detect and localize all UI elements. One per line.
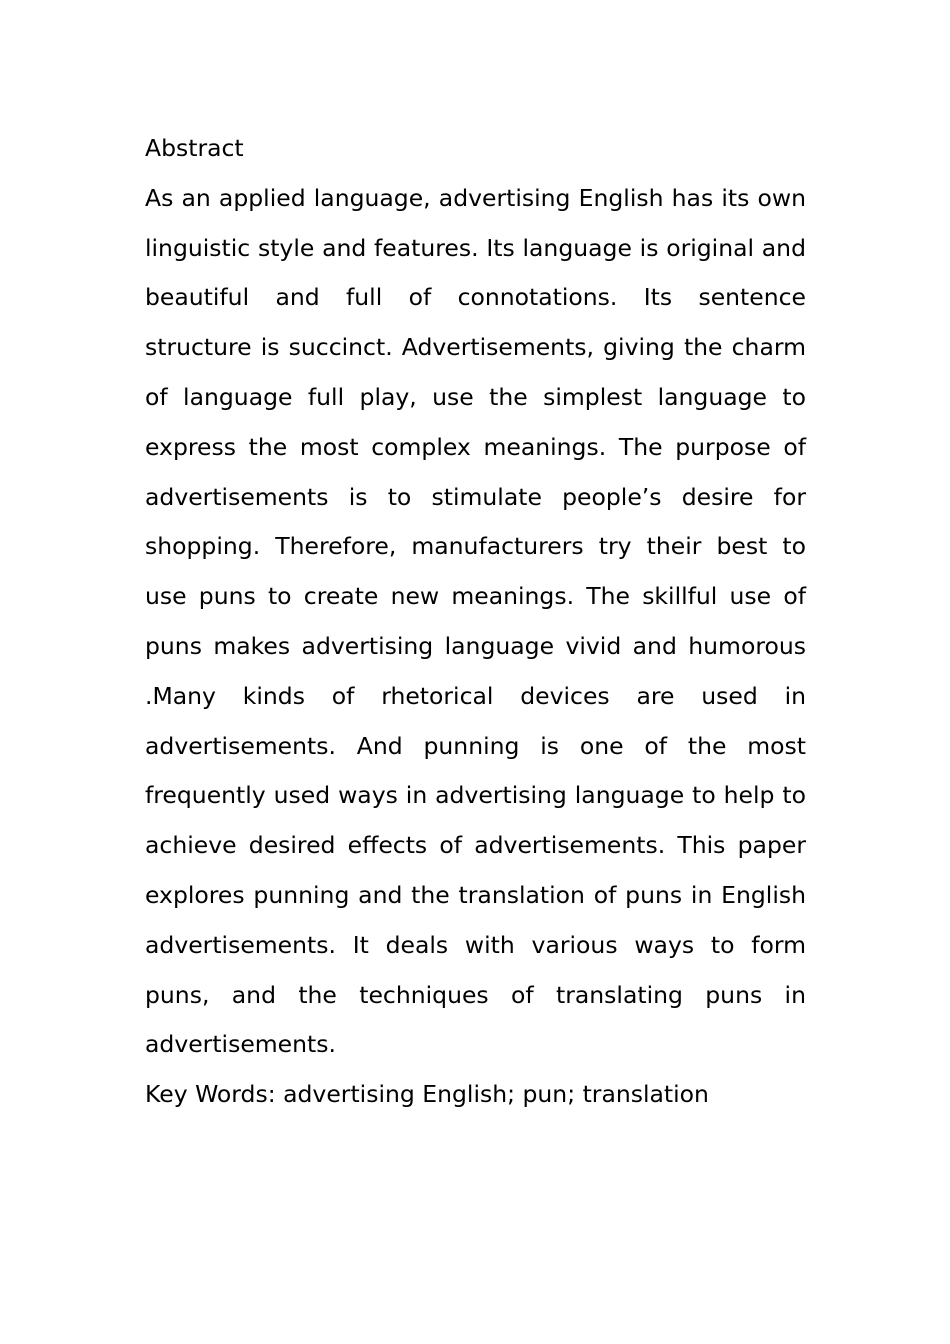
abstract-heading: Abstract: [145, 134, 244, 162]
abstract-body: As an applied language, advertising English has its own linguistic style and features. Its language is original and beautiful and full of connotations. Its sentence structure is succinct. Advertisements, giving the charm of language full play, use the simplest language to express the most complex meanings. The purpose of advertisements is to stimulate people’s desire for shopping. Therefore, manufacturers try their best to use puns to create new meanings. The skillful use of puns makes advertising language vivid and humorous .Many kinds of rhetorical devices are used in advertisements. And punning is one of the most frequently used ways in advertising language to help to achieve desired effects of advertisements. This paper explores punning and the translation of puns in English advertisements. It deals with various ways to form puns, and the techniques of translating puns in advertisements.: [145, 183, 806, 1059]
keywords-line: Key Words: advertising English; pun; translation: [145, 1080, 709, 1109]
abstract-section: [145, 124, 806, 1120]
